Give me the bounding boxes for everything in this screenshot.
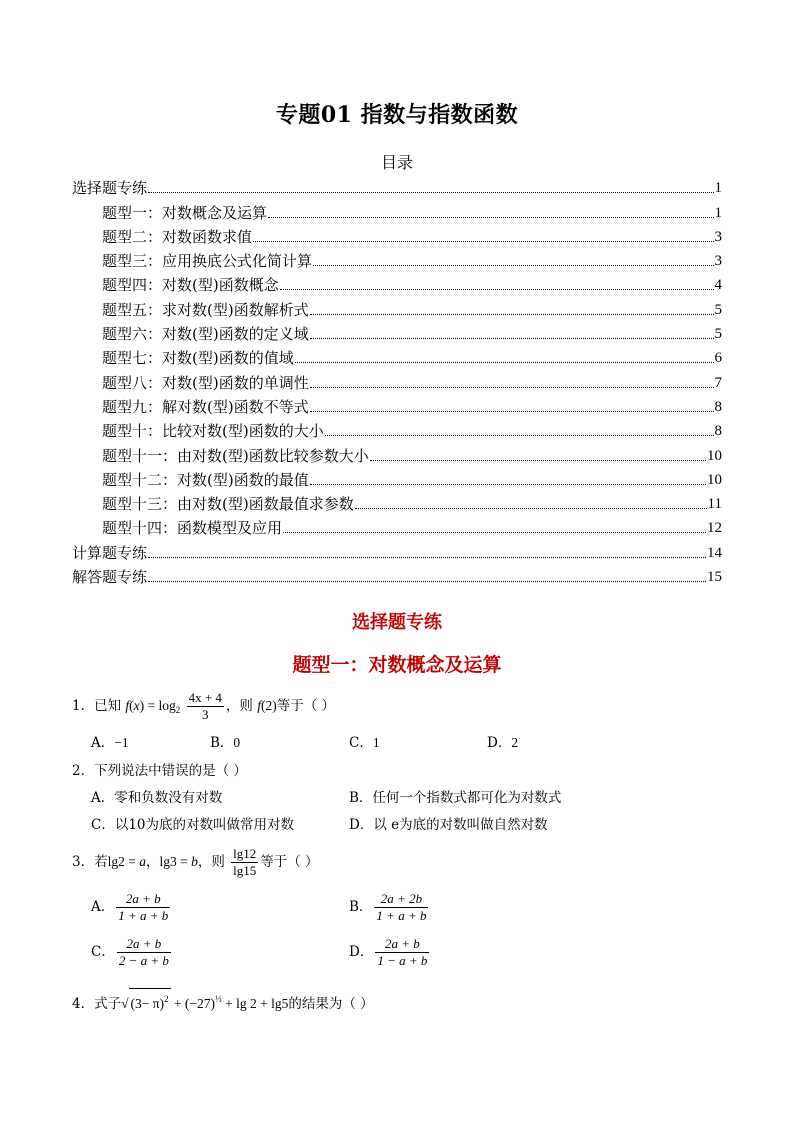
q3-option-a: A． $\frac{2a + b}{1 + a + b}$ <box>91 891 169 923</box>
toc-entry-label: 题型十二：对数(型)函数的最值 <box>102 470 309 489</box>
toc-entry-label: 题型十三：由对数(型)函数最值求参数 <box>102 495 354 514</box>
q1-option-a: A．−1 <box>91 735 129 751</box>
toc-entry-page: 6 <box>714 350 722 367</box>
q2-option-a: A．零和负数没有对数 <box>91 790 223 806</box>
table-of-contents <box>72 174 722 587</box>
toc-entry[interactable] <box>72 295 722 319</box>
toc-entry-page: 3 <box>714 253 722 270</box>
question-2-stem: 2．下列说法中错误的是（ ） <box>72 763 247 779</box>
toc-entry-label: 题型六：对数(型)函数的定义域 <box>102 325 309 344</box>
document-title: 专题01 指数与指数函数 <box>275 102 519 128</box>
toc-entry-page: 10 <box>707 447 722 464</box>
toc-entry[interactable] <box>72 441 722 465</box>
toc-entry-page: 5 <box>714 301 722 318</box>
toc-dot-leader <box>310 338 714 339</box>
toc-entry[interactable] <box>72 344 722 368</box>
toc-dot-leader <box>268 217 713 218</box>
toc-entry[interactable] <box>72 223 722 247</box>
toc-entry[interactable] <box>72 368 722 392</box>
toc-entry-page: 15 <box>707 569 722 586</box>
toc-entry-page: 1 <box>714 180 722 197</box>
q2-option-b: B．任何一个指数式都可化为对数式 <box>349 790 562 806</box>
toc-dot-leader <box>148 192 713 193</box>
toc-entry-page: 5 <box>714 326 722 343</box>
toc-entry-label: 题型四：对数(型)函数概念 <box>102 276 279 295</box>
toc-entry-label: 选择题专练 <box>72 179 148 198</box>
toc-entry[interactable] <box>72 393 722 417</box>
toc-entry[interactable] <box>72 174 722 198</box>
toc-dot-leader <box>280 289 714 290</box>
toc-dot-leader <box>355 508 707 509</box>
toc-dot-leader <box>370 460 706 461</box>
toc-entry-label: 题型一：对数概念及运算 <box>102 203 268 222</box>
subsection-title: 题型一：对数概念及运算 <box>292 654 502 676</box>
toc-entry[interactable] <box>72 320 722 344</box>
toc-entry-page: 8 <box>714 398 722 415</box>
toc-entry-label: 题型九：解对数(型)函数不等式 <box>102 397 309 416</box>
q3-option-c: C． $\frac{2a + b}{2 - a + b}$ <box>91 936 169 968</box>
toc-entry[interactable] <box>72 466 722 490</box>
toc-entry-page: 10 <box>707 471 722 488</box>
q2-option-c: C．以10为底的对数叫做常用对数 <box>91 817 295 833</box>
toc-entry-page: 14 <box>707 544 722 561</box>
toc-dot-leader <box>283 532 706 533</box>
toc-dot-leader <box>313 265 713 266</box>
toc-entry-label: 题型十：比较对数(型)函数的大小 <box>102 422 324 441</box>
toc-entry-page: 7 <box>714 374 722 391</box>
toc-dot-leader <box>295 362 714 363</box>
toc-entry-label: 计算题专练 <box>72 543 148 562</box>
toc-entry-label: 题型五：求对数(型)函数解析式 <box>102 300 309 319</box>
toc-entry-label: 题型十四：函数模型及应用 <box>102 519 283 538</box>
toc-entry[interactable] <box>72 198 722 222</box>
toc-dot-leader <box>253 241 713 242</box>
q1-option-c: C．1 <box>349 735 380 751</box>
toc-entry-page: 1 <box>714 204 722 221</box>
question-4-stem: 4．式子√ $(3- \pi)^2 + (-27)^{\frac{1}{3}} + \lg 2 + \lg 5$的结果为（ ） <box>72 988 374 1014</box>
toc-entry-page: 3 <box>714 228 722 245</box>
toc-dot-leader <box>148 557 706 558</box>
q3-fraction: $\frac{\lg 12}{\lg 15}$ <box>233 846 257 878</box>
toc-entry[interactable] <box>72 247 722 271</box>
q1-option-d: D．2 <box>487 735 519 751</box>
question-1-stem: 1．已知 $f(x) = \log_2$ $\frac{4x + 4}{3}$ ，则 f(2)等于（ ） <box>72 690 336 722</box>
toc-entry-label: 题型十一：由对数(型)函数比较参数大小 <box>102 446 369 465</box>
toc-entry[interactable] <box>72 514 722 538</box>
toc-entry[interactable] <box>72 538 722 562</box>
toc-entry-page: 12 <box>707 520 722 537</box>
toc-entry[interactable] <box>72 271 722 295</box>
toc-entry-label: 题型二：对数函数求值 <box>102 227 253 246</box>
toc-entry-label: 题型七：对数(型)函数的值域 <box>102 349 294 368</box>
toc-entry-label: 题型三：应用换底公式化简计算 <box>102 252 313 271</box>
toc-entry[interactable] <box>72 563 722 587</box>
q1-option-b: B．0 <box>210 735 241 751</box>
toc-entry-page: 4 <box>714 277 722 294</box>
toc-entry[interactable] <box>72 490 722 514</box>
toc-dot-leader <box>310 387 714 388</box>
toc-dot-leader <box>148 581 706 582</box>
toc-entry-label: 题型八：对数(型)函数的单调性 <box>102 373 309 392</box>
toc-entry-page: 11 <box>707 496 722 513</box>
toc-heading: 目录 <box>380 153 413 172</box>
toc-dot-leader <box>325 435 714 436</box>
toc-dot-leader <box>310 484 706 485</box>
toc-entry[interactable] <box>72 417 722 441</box>
q2-option-d: D．以 e为底的对数叫做自然对数 <box>349 817 548 833</box>
section-title: 选择题专练 <box>352 612 442 633</box>
q4-radical: $(3- \pi)^2$ <box>129 988 171 1014</box>
q1-fraction: $\frac{4x + 4}{3}$ <box>188 690 222 722</box>
q3-option-d: D． $\frac{2a + b}{1 - a + b}$ <box>349 936 428 968</box>
toc-dot-leader <box>310 314 714 315</box>
question-3-stem: 3．若lg2 = a，lg3 = b，则 $\frac{\lg 12}{\lg 15}$ 等于（ ） <box>72 846 319 878</box>
toc-entry-page: 8 <box>714 423 722 440</box>
q3-option-b: B． $\frac{2a + 2b}{1 + a + b}$ <box>349 891 427 923</box>
toc-entry-label: 解答题专练 <box>72 568 148 587</box>
toc-dot-leader <box>310 411 714 412</box>
